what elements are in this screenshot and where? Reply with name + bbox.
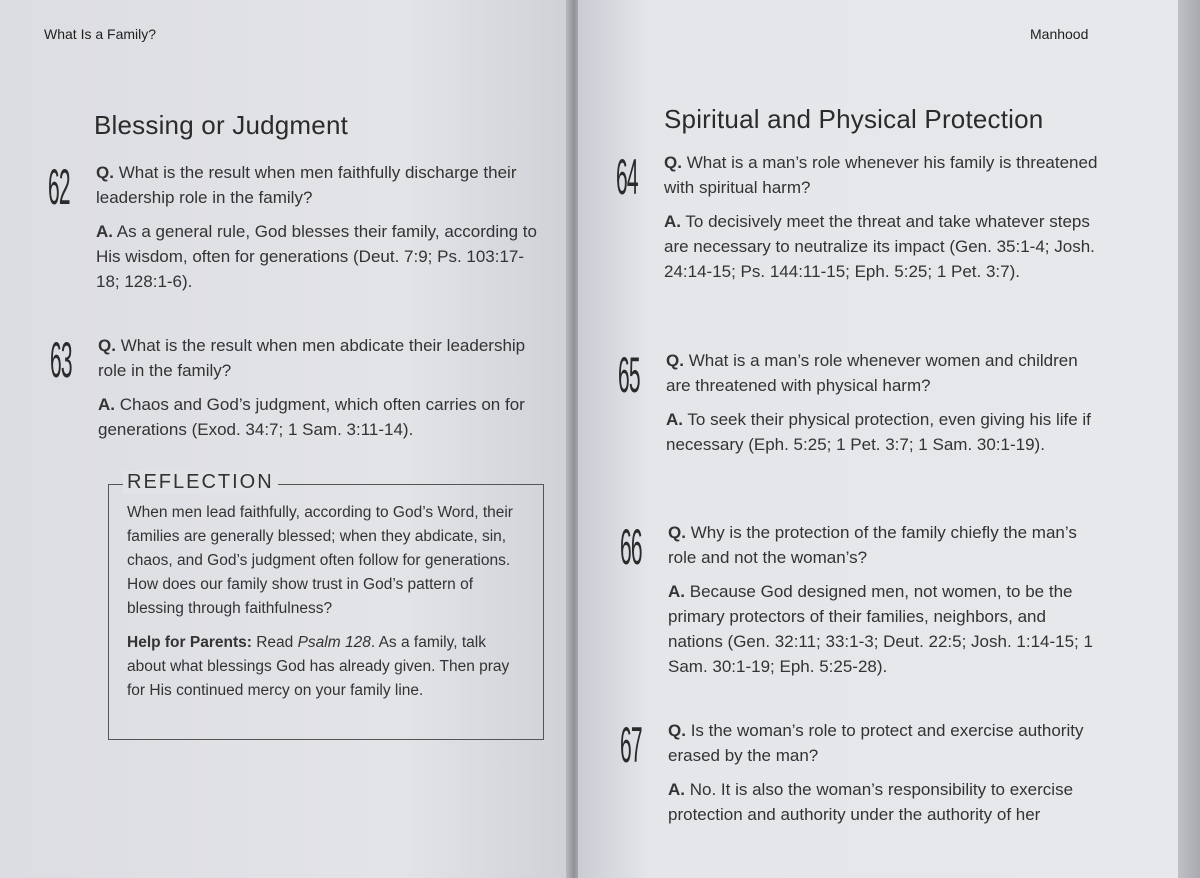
help-label: Help for Parents:	[127, 634, 252, 651]
q-label: Q.	[668, 523, 686, 542]
question	[96, 160, 538, 210]
book-page-edges	[1178, 0, 1200, 878]
q-label: Q.	[668, 721, 686, 740]
answer-text: Chaos and God’s judgment, which often carries on for generations (Exod. 34:7; 1 Sam. 3:11-14).	[98, 395, 525, 439]
reflection-box	[108, 471, 544, 740]
running-head-right: Manhood	[1030, 26, 1089, 42]
question-text: What is a man’s role whenever women and children are threatened with physical harm?	[666, 351, 1078, 395]
question-number: 66	[620, 519, 642, 575]
question-text: What is a man’s role whenever his family is threatened with spiritual harm?	[664, 153, 1098, 197]
answer	[98, 392, 540, 442]
question	[666, 348, 1102, 398]
answer-text: To decisively meet the threat and take whatever steps are necessary to neutralize its impact (Gen. 35:1-4; Josh. 24:14-15; Ps. 144:11-15; Eph. 5:25; 1 Pet. 3:7).	[664, 212, 1095, 281]
qa-item-67	[620, 717, 1104, 836]
question-number: 62	[48, 159, 70, 215]
answer-text: To seek their physical protection, even giving his life if necessary (Eph. 5:25; 1 Pet. 3:7; 1 Sam. 30:1-19).	[666, 410, 1091, 454]
answer	[96, 219, 538, 294]
help-read: Read	[256, 634, 294, 651]
a-label: A.	[668, 780, 685, 799]
question-text: Why is the protection of the family chiefly the man’s role and not the woman’s?	[668, 523, 1077, 567]
psalm-reference: Psalm 128	[297, 634, 371, 651]
qa-item-64	[616, 149, 1100, 293]
a-label: A.	[668, 582, 685, 601]
q-label: Q.	[96, 163, 114, 182]
question-text: What is the result when men faithfully discharge their leadership role in the family?	[96, 163, 517, 207]
question	[664, 150, 1100, 200]
q-label: Q.	[664, 153, 682, 172]
question	[668, 718, 1104, 768]
right-page	[578, 0, 1178, 878]
qa-item-63	[50, 332, 540, 451]
a-label: A.	[666, 410, 683, 429]
reflection-title: REFLECTION	[123, 471, 278, 494]
q-label: Q.	[98, 336, 116, 355]
a-label: A.	[96, 222, 113, 241]
answer-text: As a general rule, God blesses their family, according to His wisdom, often for generations (Deut. 7:9; Ps. 103:17-18; 128:1-6).	[96, 222, 537, 291]
reflection-text: When men lead faithfully, according to God’s Word, their families are generally blessed; when they abdicate, sin, chaos, and God’s judgment often follow for generations. How does our family show trust in God’s pattern of blessing through faithfulness?	[127, 504, 513, 617]
section-title-left: Blessing or Judgment	[94, 110, 349, 140]
question-number: 67	[620, 717, 642, 773]
answer	[668, 777, 1104, 827]
question-text: What is the result when men abdicate their leadership role in the family?	[98, 336, 526, 380]
answer-text: No. It is also the woman’s responsibility to exercise protection and authority under the authority of her	[668, 780, 1074, 824]
q-label: Q.	[666, 351, 684, 370]
answer-text: Because God designed men, not women, to be the primary protectors of their families, neighbors, and nations (Gen. 32:11; 33:1-3; Deut. 22:5; Josh. 1:14-15; 1 Sam. 30:1-19; Eph. 5:25-28).	[668, 582, 1093, 676]
reflection-body	[127, 501, 527, 713]
answer	[668, 579, 1104, 679]
question-number: 63	[50, 332, 72, 388]
qa-item-62	[48, 159, 538, 303]
question-number: 64	[616, 149, 638, 205]
left-page	[0, 0, 572, 878]
a-label: A.	[664, 212, 681, 231]
qa-item-66	[620, 519, 1104, 688]
question	[668, 520, 1104, 570]
section-title-right: Spiritual and Physical Protection	[664, 104, 1044, 134]
answer	[664, 209, 1100, 284]
a-label: A.	[98, 395, 115, 414]
help-text: . As a family, talk about what blessings God has already given. Then pray for His continued mercy on your family line.	[127, 634, 510, 699]
question	[98, 333, 540, 383]
qa-item-65	[618, 347, 1102, 466]
answer	[666, 407, 1102, 457]
question-text: Is the woman’s role to protect and exercise authority erased by the man?	[668, 721, 1084, 765]
question-number: 65	[618, 347, 640, 403]
running-head-left: What Is a Family?	[44, 26, 157, 42]
help-for-parents	[127, 631, 527, 703]
